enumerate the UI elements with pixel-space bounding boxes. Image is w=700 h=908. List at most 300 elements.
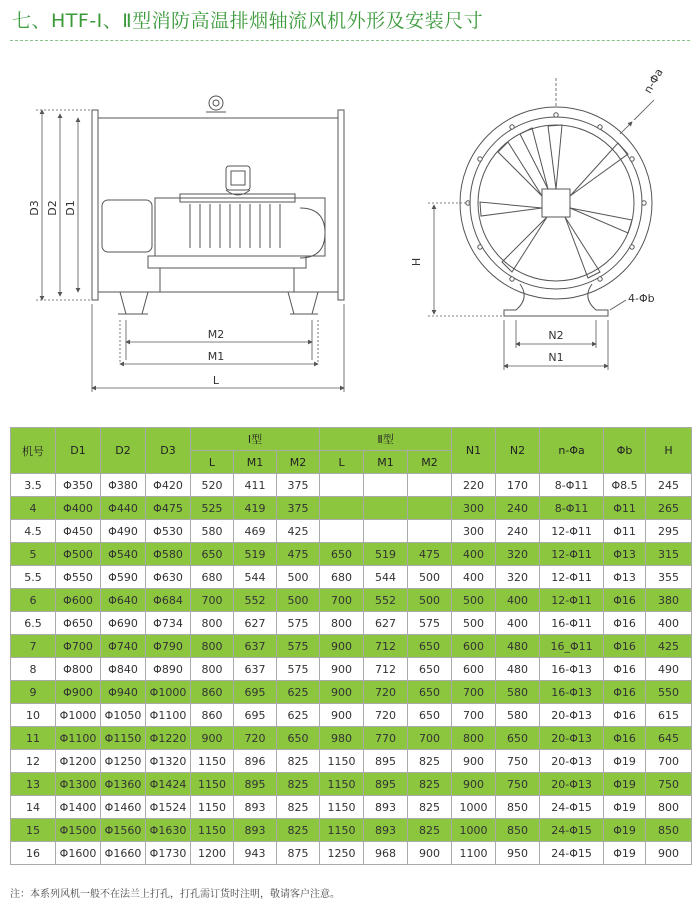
table-row — [11, 842, 692, 865]
table-cell — [320, 474, 364, 497]
table-cell: 20-Φ13 — [540, 773, 604, 796]
table-cell: 12-Φ11 — [540, 543, 604, 566]
table-cell: 800 — [191, 612, 234, 635]
table-cell: Φ1220 — [146, 727, 191, 750]
table-cell: 800 — [191, 635, 234, 658]
table-cell: Φ530 — [146, 520, 191, 543]
table-cell: 552 — [234, 589, 277, 612]
table-cell: 400 — [496, 589, 540, 612]
table-cell: Φ1424 — [146, 773, 191, 796]
table-cell: 12 — [11, 750, 56, 773]
table-cell: 800 — [646, 796, 692, 819]
table-cell: 24-Φ15 — [540, 819, 604, 842]
table-cell: 680 — [320, 566, 364, 589]
table-cell: Φ1360 — [101, 773, 146, 796]
table-cell: Φ600 — [56, 589, 101, 612]
table-cell: Φ16 — [604, 589, 646, 612]
table-cell: 625 — [277, 681, 320, 704]
table-cell: 1200 — [191, 842, 234, 865]
table-cell: Φ13 — [604, 543, 646, 566]
table-cell: 650 — [408, 704, 452, 727]
table-cell: 12-Φ11 — [540, 566, 604, 589]
table-cell: 700 — [646, 750, 692, 773]
table-cell: Φ940 — [101, 681, 146, 704]
table-cell: 500 — [452, 612, 496, 635]
header-type1: Ⅰ型 — [191, 428, 320, 451]
table-cell: 380 — [646, 589, 692, 612]
label-d3: D3 — [28, 200, 41, 216]
table-cell: 645 — [646, 727, 692, 750]
table-row — [11, 750, 692, 773]
table-cell: Φ420 — [146, 474, 191, 497]
table-cell: 700 — [191, 589, 234, 612]
table-row — [11, 474, 692, 497]
table-cell: 800 — [320, 612, 364, 635]
table-cell: Φ1630 — [146, 819, 191, 842]
table-cell: 552 — [364, 589, 408, 612]
header-type1-l: L — [191, 451, 234, 474]
table-cell: 825 — [408, 750, 452, 773]
table-cell: 600 — [452, 635, 496, 658]
table-cell: 627 — [364, 612, 408, 635]
table-row — [11, 681, 692, 704]
table-row — [11, 497, 692, 520]
table-cell: Φ1460 — [101, 796, 146, 819]
table-cell: 893 — [234, 796, 277, 819]
table-cell: 525 — [191, 497, 234, 520]
table-cell: Φ1150 — [101, 727, 146, 750]
table-cell: 375 — [277, 497, 320, 520]
header-type2-m1: M1 — [364, 451, 408, 474]
table-cell: 400 — [496, 612, 540, 635]
table-cell: 500 — [277, 589, 320, 612]
table-cell: 6 — [11, 589, 56, 612]
table-row — [11, 773, 692, 796]
table-cell: 1150 — [191, 796, 234, 819]
table-cell: Φ1000 — [146, 681, 191, 704]
table-cell: 615 — [646, 704, 692, 727]
table-cell: 1150 — [320, 819, 364, 842]
table-cell: Φ1660 — [101, 842, 146, 865]
table-cell: 712 — [364, 635, 408, 658]
table-cell: 3.5 — [11, 474, 56, 497]
table-cell: Φ740 — [101, 635, 146, 658]
table-cell: Φ640 — [101, 589, 146, 612]
table-cell: 637 — [234, 658, 277, 681]
table-cell: 800 — [452, 727, 496, 750]
table-cell: 9 — [11, 681, 56, 704]
table-cell: Φ900 — [56, 681, 101, 704]
header-type2: Ⅱ型 — [320, 428, 452, 451]
table-cell: 712 — [364, 658, 408, 681]
table-cell: 900 — [320, 635, 364, 658]
table-cell: 6.5 — [11, 612, 56, 635]
table-cell: 750 — [646, 773, 692, 796]
table-cell — [320, 520, 364, 543]
table-cell: 520 — [191, 474, 234, 497]
table-cell: Φ16 — [604, 635, 646, 658]
table-cell: Φ1730 — [146, 842, 191, 865]
table-cell — [364, 474, 408, 497]
table-cell: 8-Φ11 — [540, 474, 604, 497]
table-cell: Φ1000 — [56, 704, 101, 727]
table-cell: Φ19 — [604, 819, 646, 842]
table-cell: 893 — [364, 819, 408, 842]
table-cell: 16-Φ11 — [540, 612, 604, 635]
table-cell: 575 — [277, 635, 320, 658]
table-cell: 480 — [496, 658, 540, 681]
spec-table — [10, 427, 692, 865]
table-cell: Φ13 — [604, 566, 646, 589]
table-cell: 895 — [364, 750, 408, 773]
table-cell: 850 — [496, 796, 540, 819]
table-cell: 500 — [277, 566, 320, 589]
table-cell: Φ19 — [604, 750, 646, 773]
table-cell: 1100 — [452, 842, 496, 865]
table-cell: 860 — [191, 681, 234, 704]
table-cell: 850 — [646, 819, 692, 842]
table-row — [11, 566, 692, 589]
table-cell: Φ650 — [56, 612, 101, 635]
table-cell: Φ1050 — [101, 704, 146, 727]
table-cell: Φ16 — [604, 704, 646, 727]
table-cell: 650 — [191, 543, 234, 566]
table-cell: Φ890 — [146, 658, 191, 681]
table-cell: 825 — [277, 819, 320, 842]
table-cell: 650 — [277, 727, 320, 750]
header-d3: D3 — [146, 428, 191, 474]
table-cell: 500 — [452, 589, 496, 612]
table-cell: 245 — [646, 474, 692, 497]
table-cell: 695 — [234, 681, 277, 704]
table-cell: 700 — [452, 681, 496, 704]
table-cell: 895 — [364, 773, 408, 796]
table-cell: 900 — [191, 727, 234, 750]
table-cell: 24-Φ15 — [540, 842, 604, 865]
table-cell: 475 — [408, 543, 452, 566]
table-cell: 825 — [277, 773, 320, 796]
table-cell: 425 — [646, 635, 692, 658]
table-cell: 544 — [364, 566, 408, 589]
table-cell: Φ690 — [101, 612, 146, 635]
table-cell: 895 — [234, 773, 277, 796]
header-d2: D2 — [101, 428, 146, 474]
table-cell: 896 — [234, 750, 277, 773]
label-m2: M2 — [207, 328, 225, 341]
table-cell: 519 — [234, 543, 277, 566]
table-cell: Φ580 — [146, 543, 191, 566]
table-cell: Φ1500 — [56, 819, 101, 842]
table-cell: 16-Φ13 — [540, 681, 604, 704]
table-cell: 825 — [277, 796, 320, 819]
table-cell: Φ11 — [604, 520, 646, 543]
table-cell: 469 — [234, 520, 277, 543]
table-row — [11, 727, 692, 750]
table-cell: Φ475 — [146, 497, 191, 520]
header-h: H — [646, 428, 692, 474]
table-cell: 700 — [408, 727, 452, 750]
table-cell: 400 — [452, 543, 496, 566]
table-cell: 968 — [364, 842, 408, 865]
table-row — [11, 796, 692, 819]
table-cell: 14 — [11, 796, 56, 819]
table-cell: 12-Φ11 — [540, 520, 604, 543]
table-cell: 700 — [320, 589, 364, 612]
table-cell: 419 — [234, 497, 277, 520]
table-cell: 900 — [408, 842, 452, 865]
table-cell: 825 — [277, 750, 320, 773]
header-n1: N1 — [452, 428, 496, 474]
table-cell: 5.5 — [11, 566, 56, 589]
table-cell: 700 — [452, 704, 496, 727]
table-cell — [364, 497, 408, 520]
table-cell: 4 — [11, 497, 56, 520]
table-cell: 580 — [496, 704, 540, 727]
table-cell: 400 — [646, 612, 692, 635]
header-type1-m1: M1 — [234, 451, 277, 474]
table-cell: Φ1600 — [56, 842, 101, 865]
table-cell: 575 — [277, 658, 320, 681]
table-cell: 720 — [364, 704, 408, 727]
table-cell: 400 — [452, 566, 496, 589]
table-cell: Φ450 — [56, 520, 101, 543]
table-cell: 650 — [496, 727, 540, 750]
table-cell: Φ734 — [146, 612, 191, 635]
table-cell: 900 — [646, 842, 692, 865]
table-cell: Φ1250 — [101, 750, 146, 773]
table-row — [11, 704, 692, 727]
table-cell: 893 — [364, 796, 408, 819]
table-cell: 500 — [408, 566, 452, 589]
table-cell: 13 — [11, 773, 56, 796]
table-cell: Φ8.5 — [604, 474, 646, 497]
table-cell: 900 — [320, 658, 364, 681]
header-n2: N2 — [496, 428, 540, 474]
table-cell: 650 — [320, 543, 364, 566]
table-cell: 1150 — [191, 773, 234, 796]
table-cell: 12-Φ11 — [540, 589, 604, 612]
side-view — [92, 96, 344, 314]
table-cell: 650 — [408, 635, 452, 658]
table-cell: Φ800 — [56, 658, 101, 681]
table-cell: 170 — [496, 474, 540, 497]
table-cell: 720 — [234, 727, 277, 750]
table-cell: Φ1524 — [146, 796, 191, 819]
table-cell: 20-Φ13 — [540, 704, 604, 727]
table-cell: 355 — [646, 566, 692, 589]
table-row — [11, 589, 692, 612]
table-cell: Φ19 — [604, 796, 646, 819]
table-cell: Φ16 — [604, 658, 646, 681]
table-cell: 550 — [646, 681, 692, 704]
table-cell — [408, 520, 452, 543]
table-cell: 1150 — [191, 750, 234, 773]
header-model: 机号 — [11, 428, 56, 474]
table-cell: 11 — [11, 727, 56, 750]
table-cell: 16 — [11, 842, 56, 865]
table-cell: Φ840 — [101, 658, 146, 681]
table-cell: 1000 — [452, 819, 496, 842]
table-cell: Φ11 — [604, 497, 646, 520]
table-cell: Φ550 — [56, 566, 101, 589]
label-h: H — [410, 257, 423, 267]
table-cell: 7 — [11, 635, 56, 658]
table-cell: Φ1200 — [56, 750, 101, 773]
table-cell: 695 — [234, 704, 277, 727]
header-d1: D1 — [56, 428, 101, 474]
table-cell: 1150 — [320, 773, 364, 796]
table-cell: 637 — [234, 635, 277, 658]
table-cell: 20-Φ13 — [540, 727, 604, 750]
table-cell: Φ19 — [604, 773, 646, 796]
label-l: L — [212, 374, 220, 387]
table-cell: 16_Φ11 — [540, 635, 604, 658]
table-cell: 575 — [277, 612, 320, 635]
table-cell: Φ590 — [101, 566, 146, 589]
table-cell: Φ350 — [56, 474, 101, 497]
table-cell: 893 — [234, 819, 277, 842]
table-cell: 900 — [452, 750, 496, 773]
table-cell: Φ684 — [146, 589, 191, 612]
table-cell: 650 — [408, 681, 452, 704]
table-cell: 650 — [408, 658, 452, 681]
footnote: 注：本系列风机一般不在法兰上打孔，打孔需订货时注明，敬请客户注意。 — [10, 889, 340, 900]
table-row — [11, 819, 692, 842]
table-cell: 625 — [277, 704, 320, 727]
table-cell: 240 — [496, 520, 540, 543]
label-d2: D2 — [46, 200, 59, 216]
table-cell: Φ1320 — [146, 750, 191, 773]
table-row — [11, 612, 692, 635]
table-cell: 15 — [11, 819, 56, 842]
table-cell: 16-Φ13 — [540, 658, 604, 681]
table-cell: 519 — [364, 543, 408, 566]
table-cell: 425 — [277, 520, 320, 543]
label-n-phi-a: n-Φa — [641, 66, 666, 96]
table-cell: Φ490 — [101, 520, 146, 543]
table-cell: Φ790 — [146, 635, 191, 658]
table-row — [11, 520, 692, 543]
table-cell: 680 — [191, 566, 234, 589]
table-cell: 850 — [496, 819, 540, 842]
table-cell: 800 — [191, 658, 234, 681]
table-cell: 220 — [452, 474, 496, 497]
table-cell: Φ1560 — [101, 819, 146, 842]
table-cell: 1150 — [320, 750, 364, 773]
spec-table-body — [11, 474, 692, 865]
table-cell: Φ630 — [146, 566, 191, 589]
table-cell: 943 — [234, 842, 277, 865]
title-divider — [10, 40, 690, 41]
table-cell: Φ1300 — [56, 773, 101, 796]
table-cell: 770 — [364, 727, 408, 750]
table-cell: Φ16 — [604, 612, 646, 635]
table-cell: 490 — [646, 658, 692, 681]
header-phi-b: Φb — [604, 428, 646, 474]
table-cell: 825 — [408, 773, 452, 796]
table-cell: 1000 — [452, 796, 496, 819]
table-cell: Φ440 — [101, 497, 146, 520]
table-cell: 315 — [646, 543, 692, 566]
table-cell: 500 — [408, 589, 452, 612]
table-cell: 627 — [234, 612, 277, 635]
table-cell: Φ380 — [101, 474, 146, 497]
table-cell: 600 — [452, 658, 496, 681]
table-cell: 320 — [496, 566, 540, 589]
table-cell: 825 — [408, 819, 452, 842]
table-cell: 720 — [364, 681, 408, 704]
label-n1: N1 — [548, 351, 564, 364]
table-cell: Φ700 — [56, 635, 101, 658]
table-cell: 240 — [496, 497, 540, 520]
table-cell: Φ16 — [604, 727, 646, 750]
table-cell: 950 — [496, 842, 540, 865]
table-cell: 825 — [408, 796, 452, 819]
table-cell: 544 — [234, 566, 277, 589]
table-cell: Φ1400 — [56, 796, 101, 819]
table-cell — [320, 497, 364, 520]
table-cell: Φ1100 — [56, 727, 101, 750]
table-cell: 24-Φ15 — [540, 796, 604, 819]
table-cell: Φ500 — [56, 543, 101, 566]
table-cell: Φ400 — [56, 497, 101, 520]
table-cell: 4.5 — [11, 520, 56, 543]
page-title: 七、HTF-Ⅰ、Ⅱ型消防高温排烟轴流风机外形及安装尺寸 — [12, 10, 484, 32]
table-row — [11, 658, 692, 681]
table-cell: 900 — [452, 773, 496, 796]
table-cell: 575 — [408, 612, 452, 635]
table-cell: 320 — [496, 543, 540, 566]
table-cell: Φ16 — [604, 681, 646, 704]
table-cell — [408, 474, 452, 497]
table-cell: 265 — [646, 497, 692, 520]
table-cell: Φ1100 — [146, 704, 191, 727]
header-type2-m2: M2 — [408, 451, 452, 474]
table-cell: 750 — [496, 750, 540, 773]
table-cell: 900 — [320, 704, 364, 727]
label-d1: D1 — [64, 200, 77, 216]
table-cell: 750 — [496, 773, 540, 796]
table-row — [11, 635, 692, 658]
table-cell: 411 — [234, 474, 277, 497]
table-cell: 300 — [452, 520, 496, 543]
label-4-phi-b: 4-Φb — [628, 292, 655, 305]
table-cell: 1150 — [320, 796, 364, 819]
table-cell: 20-Φ13 — [540, 750, 604, 773]
table-cell: 1150 — [191, 819, 234, 842]
header-n-phi-a: n-Φa — [540, 428, 604, 474]
table-cell: 875 — [277, 842, 320, 865]
label-n2: N2 — [548, 329, 564, 342]
table-cell: 10 — [11, 704, 56, 727]
table-cell: 8-Φ11 — [540, 497, 604, 520]
table-cell: 8 — [11, 658, 56, 681]
label-m1: M1 — [207, 350, 225, 363]
front-view — [460, 107, 652, 316]
table-cell: 860 — [191, 704, 234, 727]
table-cell: 1250 — [320, 842, 364, 865]
table-cell — [408, 497, 452, 520]
table-cell: 375 — [277, 474, 320, 497]
header-type2-l: L — [320, 451, 364, 474]
header-type1-m2: M2 — [277, 451, 320, 474]
table-cell: Φ19 — [604, 842, 646, 865]
table-cell: 580 — [191, 520, 234, 543]
fan-drawing — [0, 48, 700, 420]
table-cell: 580 — [496, 681, 540, 704]
table-cell: 295 — [646, 520, 692, 543]
side-dimensions — [36, 110, 344, 392]
